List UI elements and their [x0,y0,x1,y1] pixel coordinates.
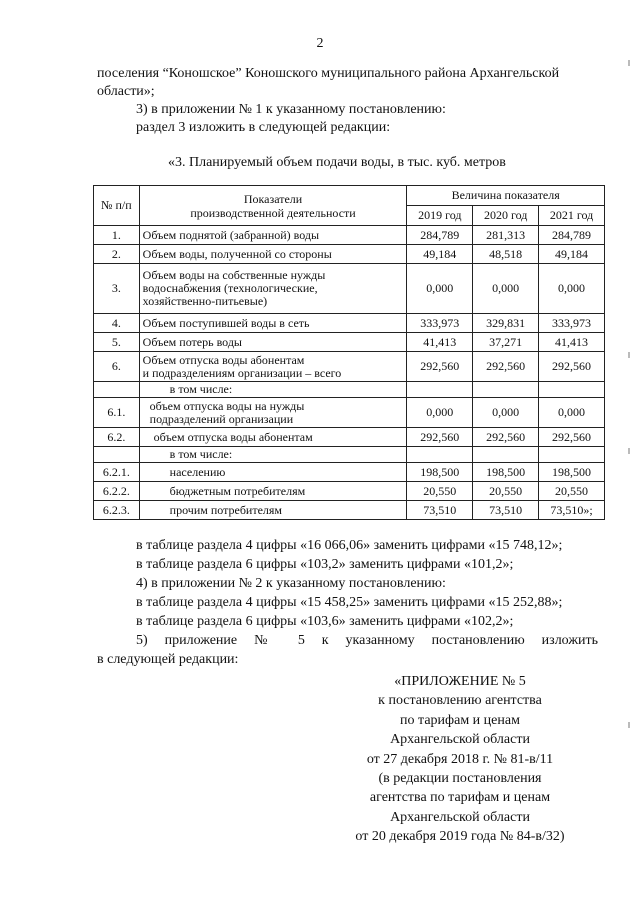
row-value: 73,510 [473,501,539,520]
appendix-line: «ПРИЛОЖЕНИЕ № 5 [394,674,526,689]
row-value [539,447,605,463]
row-number: 6.2.2. [94,482,140,501]
row-number: 3. [94,264,140,314]
appendix-line: агентства по тарифам и ценам [369,790,551,806]
table-row [94,398,605,428]
amend-line-6: 5) приложение № 5 к указанному постановлению изложить [136,633,598,648]
row-indicator: в том числе: [139,447,407,463]
intro-line-4: раздел 3 изложить в следующей редакции: [136,120,391,135]
row-number: 5. [94,333,140,352]
row-number: 1. [94,226,140,245]
table-row [94,314,605,333]
row-value: 0,000 [539,398,605,428]
water-supply-table [93,185,605,520]
row-value: 48,518 [473,245,539,264]
row-value: 292,560 [539,352,605,382]
table-row [94,428,605,447]
table-row [94,352,605,382]
appendix-line: Архангельской области [390,732,530,748]
row-value: 41,413 [407,333,473,352]
row-value: 333,973 [539,314,605,333]
row-value: 0,000 [473,398,539,428]
row-indicator: прочим потребителям [139,501,407,520]
row-value: 292,560 [407,352,473,382]
appendix-header [330,672,590,847]
row-value [407,447,473,463]
header-year-2020: 2020 год [473,206,539,226]
page-number: 2 [316,36,324,51]
header-num: № п/п [94,186,140,226]
table-row [94,245,605,264]
table-row [94,226,605,245]
row-indicator: в том числе: [139,382,407,398]
row-number [94,447,140,463]
row-value: 292,560 [539,428,605,447]
row-indicator: объем отпуска воды на нужды подразделений организации [139,398,407,428]
row-number: 6. [94,352,140,382]
header-year-2021: 2021 год [539,206,605,226]
row-value [539,382,605,398]
row-value [407,382,473,398]
row-value: 198,500 [407,463,473,482]
row-number: 2. [94,245,140,264]
row-number: 6.2.1. [94,463,140,482]
appendix-line: Архангельской области [390,809,530,825]
row-value: 329,831 [473,314,539,333]
row-value: 37,271 [473,333,539,352]
table-row [94,447,605,463]
table-row [94,463,605,482]
row-value: 333,973 [407,314,473,333]
amend-line-1: в таблице раздела 4 цифры «16 066,06» заменить цифрами «15 748,12»; [136,538,563,553]
row-number: 6.2.3. [94,501,140,520]
scan-mark [628,722,630,728]
row-number: 6.2. [94,428,140,447]
table-row [94,382,605,398]
row-value: 49,184 [539,245,605,264]
row-value: 198,500 [473,463,539,482]
header-value-group: Величина показателя [407,186,605,206]
appendix-line: по тарифам и ценам [400,712,520,728]
table-row [94,333,605,352]
scan-mark [628,352,630,358]
row-value: 0,000 [407,264,473,314]
row-indicator: населению [139,463,407,482]
scan-mark [628,448,630,454]
appendix-line: от 20 декабря 2019 года № 84-в/32) [355,829,565,845]
row-value: 292,560 [473,352,539,382]
row-number: 4. [94,314,140,333]
appendix-line: к постановлению агентства [378,693,542,709]
row-value: 0,000 [539,264,605,314]
row-indicator: Объем воды, полученной со стороны [139,245,407,264]
row-number: 6.1. [94,398,140,428]
appendix-line: от 27 декабря 2018 г. № 81-в/11 [366,751,554,767]
row-value: 198,500 [539,463,605,482]
row-value: 20,550 [407,482,473,501]
row-indicator: Объем воды на собственные нужды водоснабжения (технологические, хозяйственно-питьевые) [139,264,407,314]
row-value: 73,510 [407,501,473,520]
amend-line-5: в таблице раздела 6 цифры «103,6» заменить цифрами «102,2»; [136,614,514,629]
header-year-2019: 2019 год [407,206,473,226]
amend-line-3: 4) в приложении № 2 к указанному постановлению: [136,576,446,591]
intro-line-3: 3) в приложении № 1 к указанному постановлению: [136,102,446,117]
row-value: 0,000 [473,264,539,314]
row-value: 49,184 [407,245,473,264]
row-value: 20,550 [539,482,605,501]
row-indicator: Объем потерь воды [139,333,407,352]
row-indicator: объем отпуска воды абонентам [139,428,407,447]
row-indicator: Объем поднятой (забранной) воды [139,226,407,245]
appendix-line: (в редакции постановления [378,771,542,787]
table-row [94,264,605,314]
row-value: 292,560 [407,428,473,447]
amend-line-4: в таблице раздела 4 цифры «15 458,25» заменить цифрами «15 252,88»; [136,595,563,610]
row-indicator: бюджетным потребителям [139,482,407,501]
intro-line-1: поселения “Коношское” Коношского муниципального района Архангельской [97,66,560,81]
row-value: 73,510»; [539,501,605,520]
row-number [94,382,140,398]
row-value: 41,413 [539,333,605,352]
scan-mark [628,60,630,66]
row-value: 0,000 [407,398,473,428]
table-title: «3. Планируемый объем подачи воды, в тыс. куб. метров [168,155,506,170]
amend-line-7: в следующей редакции: [97,652,239,667]
row-indicator: Объем отпуска воды абонентам и подразделениям организации – всего [139,352,407,382]
row-value: 281,313 [473,226,539,245]
amend-line-2: в таблице раздела 6 цифры «103,2» заменить цифрами «101,2»; [136,557,514,572]
row-value [473,447,539,463]
table-row [94,501,605,520]
row-indicator: Объем поступившей воды в сеть [139,314,407,333]
row-value: 284,789 [539,226,605,245]
intro-line-2: области»; [97,84,155,99]
row-value: 284,789 [407,226,473,245]
header-indicators: Показатели производственной деятельности [139,186,407,226]
table-row [94,482,605,501]
row-value: 20,550 [473,482,539,501]
row-value: 292,560 [473,428,539,447]
row-value [473,382,539,398]
